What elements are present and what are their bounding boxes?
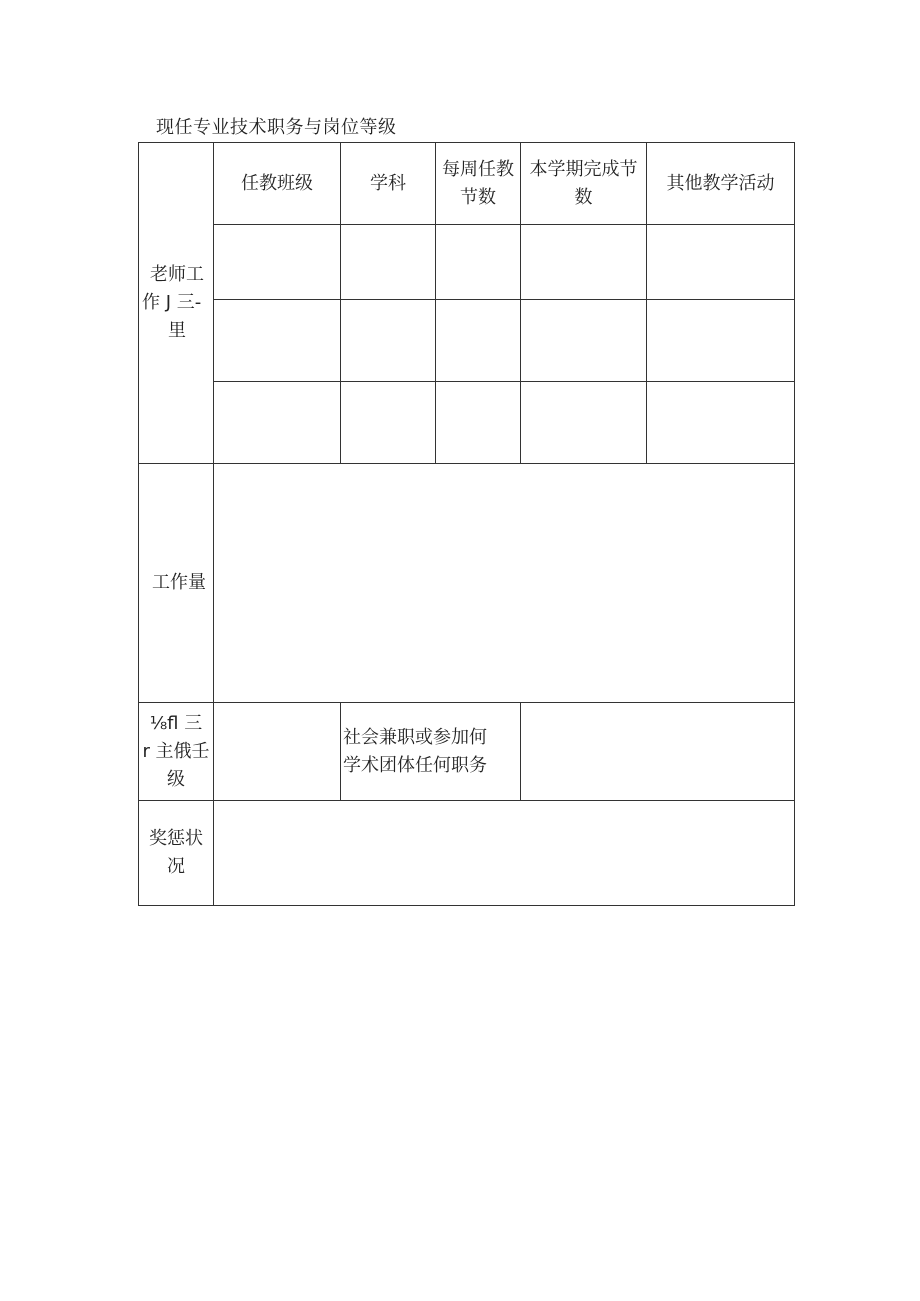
header-term-hours-line1: 本学期完成节: [529, 158, 638, 180]
workload-label-text: 工作量: [152, 572, 206, 593]
header-subject-text: 学科: [370, 172, 406, 194]
workload-field[interactable]: [214, 464, 794, 702]
position-level-label-line3: 级: [167, 768, 185, 790]
header-other-activities: [647, 143, 794, 224]
header-class-text: 任教班级: [241, 172, 313, 194]
header-other-activities-text: 其他教学活动: [666, 172, 775, 194]
social-positions-label-line1: 社会兼职或参加何: [343, 726, 487, 748]
position-level-field[interactable]: [214, 703, 340, 800]
social-positions-field[interactable]: [521, 703, 794, 800]
header-subject: [341, 143, 435, 224]
header-term-hours-line2: 数: [574, 186, 593, 208]
position-level-label-line1: ⅛fl 三: [149, 712, 203, 734]
position-level-label: [139, 703, 213, 800]
social-positions-label-line2: 学术团体任何职务: [343, 754, 487, 776]
rewards-label-line2: 况: [167, 856, 185, 877]
form-title: 现任专业技术职务与岗位等级: [156, 117, 397, 138]
teacher-work-label: [139, 143, 213, 463]
teacher-work-label-line2: 作 J 三-: [142, 292, 202, 313]
header-weekly-hours-line2: 节数: [460, 186, 496, 208]
teacher-work-label-line1: 老师工: [150, 264, 204, 285]
header-class: [214, 143, 340, 224]
workload-label: [139, 464, 213, 702]
teacher-work-data-area[interactable]: [214, 225, 794, 463]
rewards-label-line1: 奖惩状: [149, 828, 203, 849]
teacher-work-label-line3: 里: [168, 320, 186, 341]
social-positions-label: [341, 703, 520, 800]
position-level-label-line2: r 主俄壬: [142, 740, 210, 762]
header-term-hours: [521, 143, 646, 224]
rewards-field[interactable]: [214, 801, 794, 905]
rewards-label: [139, 801, 213, 905]
header-weekly-hours: [436, 143, 520, 224]
header-weekly-hours-line1: 每周任教: [442, 158, 514, 180]
